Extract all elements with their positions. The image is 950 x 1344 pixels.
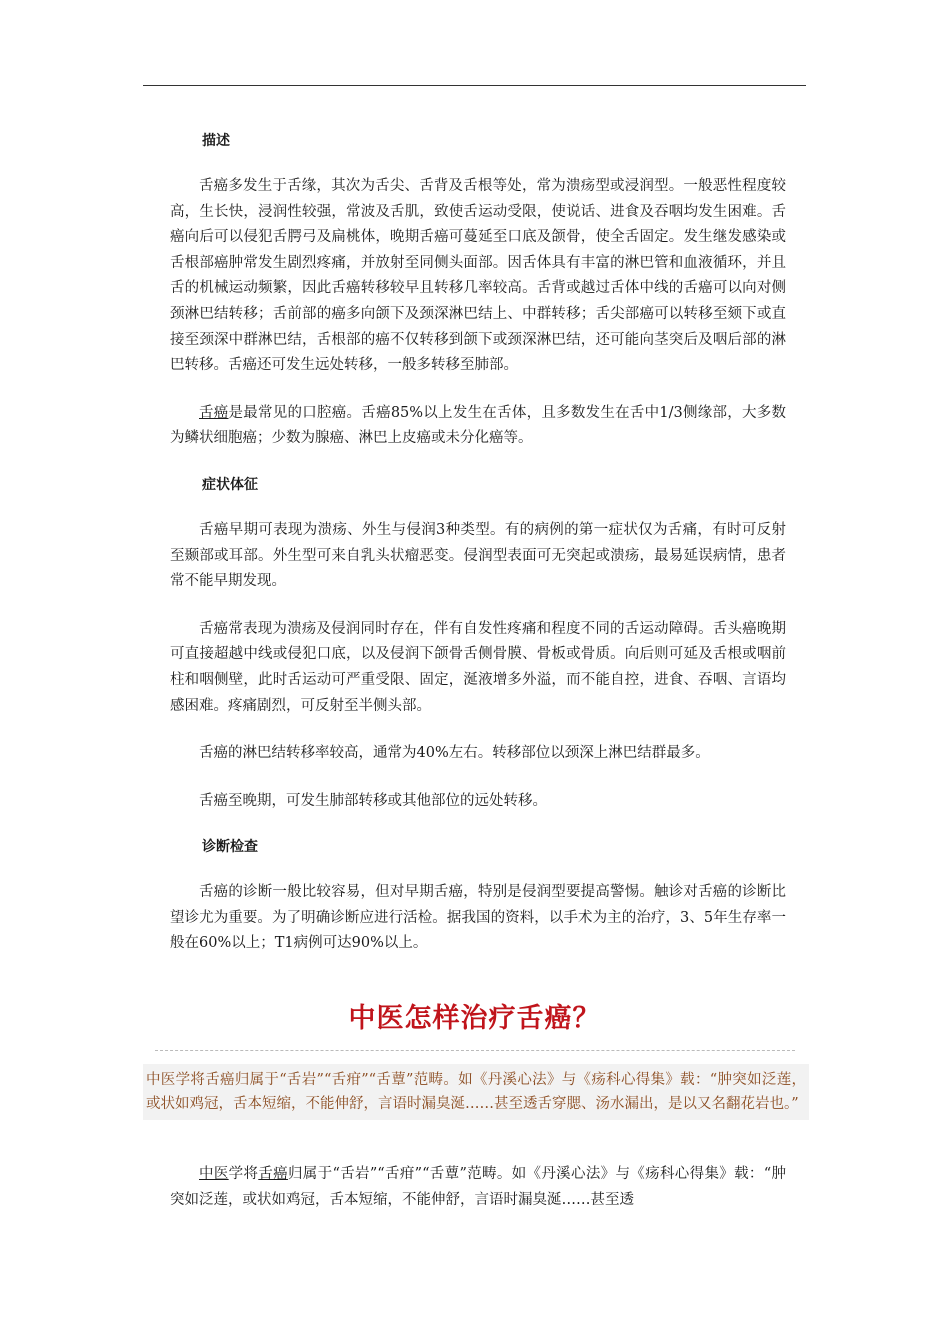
symptom-paragraph-2: 舌癌常表现为溃疡及侵润同时存在，伴有自发性疼痛和程度不同的舌运动障碍。舌头癌晚期可直接超越中线或侵犯口底，以及侵润下颌骨舌侧骨膜、骨板或骨质。向后则可延及舌根或咽前柱和咽侧壁，此时舌运动可严重受限、固定，涎液增多外溢，而不能自控，进食、吞咽、言语均感困难。疼痛剧烈，可反射至半侧头部。 [170, 620, 786, 714]
tcm-text-1: 学将 [228, 1166, 259, 1182]
heading-description: 描述 [202, 133, 230, 149]
link-tongue-cancer-2[interactable]: 舌癌 [258, 1166, 288, 1182]
main-content [170, 110, 786, 979]
tcm-paragraph-1 [170, 1162, 786, 1213]
description-paragraph-1: 舌癌多发生于舌缘，其次为舌尖、舌背及舌根等处，常为溃疡型或浸润型。一般恶性程度较高，生长快，浸润性较强，常波及舌肌，致使舌运动受限，使说话、进食及吞咽均发生困难。舌癌向后可以侵犯舌腭弓及扁桃体，晚期舌癌可蔓延至口底及颌骨，使全舌固定。发生继发感染或舌根部癌肿常发生剧烈疼痛，并放射至同侧头面部。因舌体具有丰富的淋巴管和血液循环，并且舌的机械运动频繁，因此舌癌转移较早且转移几率较高。舌背或越过舌体中线的舌癌可以向对侧颈淋巴结转移；舌前部的癌多向颌下及颈深淋巴结上、中群转移；舌尖部癌可以转移至颏下或直接至颈深中群淋巴结，舌根部的癌不仅转移到颌下或颈深淋巴结，还可能向茎突后及咽后部的淋巴转移。舌癌还可发生远处转移，一般多转移至肺部。 [170, 178, 786, 374]
link-tcm[interactable]: 中医 [199, 1166, 229, 1182]
tcm-body [170, 1162, 786, 1235]
diagnosis-paragraph-1: 舌癌的诊断一般比较容易，但对早期舌癌，特别是侵润型要提高警惕。触诊对舌癌的诊断比望诊尤为重要。为了明确诊断应进行活检。据我国的资料，以手术为主的治疗，3、5年生存率一般在60%以上；T1病例可达90%以上。 [170, 884, 786, 952]
symptom-paragraph-4: 舌癌至晚期，可发生肺部转移或其他部位的远处转移。 [199, 792, 547, 809]
link-tongue-cancer[interactable]: 舌癌 [199, 404, 229, 421]
symptom-paragraph-3: 舌癌的淋巴结转移率较高，通常为40%左右。转移部位以颈深上淋巴结群最多。 [199, 745, 710, 762]
heading-diagnosis: 诊断检查 [202, 839, 258, 856]
description-paragraph-2-text: 是最常见的口腔癌。舌癌85%以上发生在舌体，且多数发生在舌中1/3侧缘部，大多数为鳞状细胞癌；少数为腺癌、淋巴上皮癌或未分化癌等。 [170, 404, 787, 447]
tcm-quote-box: 中医学将舌癌归属于“舌岩”“舌疳”“舌蕈”范畴。如《丹溪心法》与《疡科心得集》载：“肿突如泛莲，或状如鸡冠，舌本短缩，不能伸舒，言语时漏臭涎……甚至透舌穿腮、汤水漏出，是以又名翻花岩也。” [143, 1064, 809, 1120]
symptom-paragraph-1: 舌癌早期可表现为溃疡、外生与侵润3种类型。有的病例的第一症状仅为舌痛，有时可反射至颞部或耳部。外生型可来自乳头状瘤恶变。侵润型表面可无突起或溃疡，最易延误病情，患者常不能早期发现。 [170, 521, 786, 590]
dashed-divider [155, 1050, 795, 1051]
tcm-title: 中医怎样治疗舌癌？ [348, 1003, 601, 1034]
top-rule [143, 85, 806, 86]
heading-symptoms: 症状体征 [202, 476, 258, 493]
description-paragraph-2 [170, 401, 786, 452]
tcm-text-2: 归属于“舌岩”“舌疳”“舌蕈”范畴。如《丹溪心法》与《疡科心得集》载：“肿突如泛莲，或状如鸡冠，舌本短缩，不能伸舒，言语时漏臭涎……甚至透 [170, 1166, 786, 1208]
